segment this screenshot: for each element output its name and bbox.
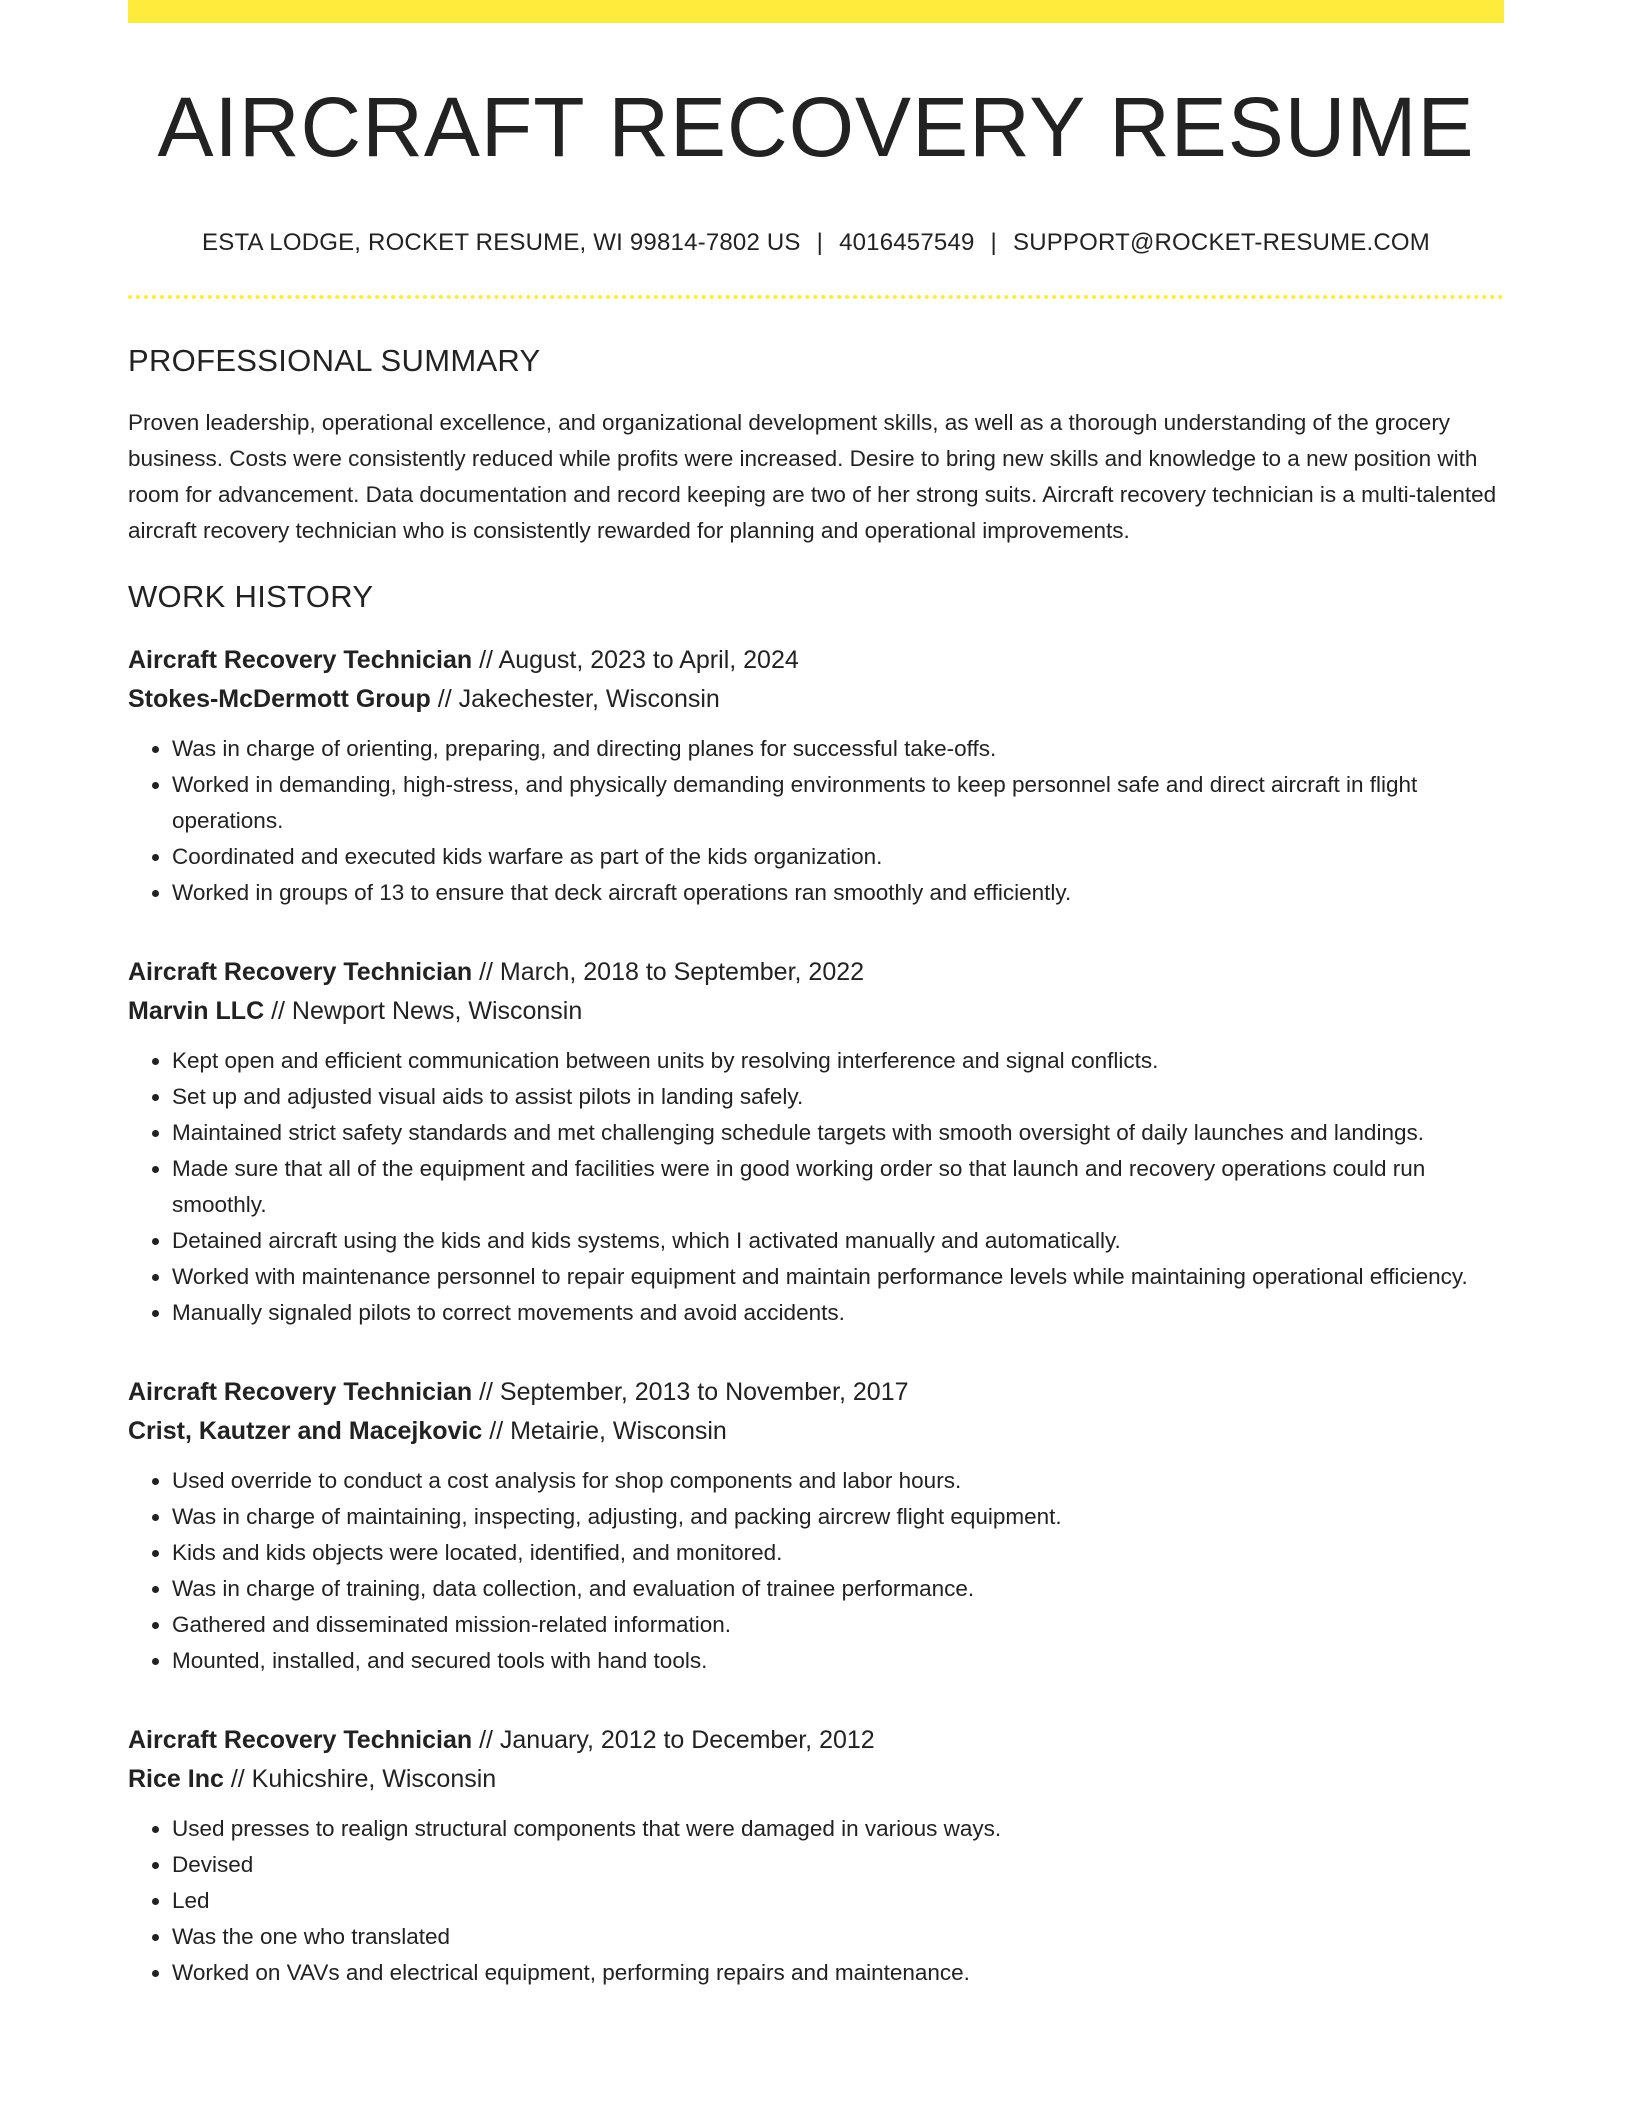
job-bullet: • Kids and kids objects were located, identified, and monitored.	[172, 1535, 1504, 1571]
job-company: Marvin LLC	[128, 997, 265, 1026]
job-bullet: • Made sure that all of the equipment and facilities were in good working order so that launch and recovery operations could run smoothly.	[172, 1151, 1504, 1223]
dotted-divider	[128, 295, 1504, 299]
job-company: Crist, Kautzer and Macejkovic	[128, 1417, 483, 1446]
job-role: Aircraft Recovery Technician	[128, 958, 473, 987]
job-bullet: • Kept open and efficient communication between units by resolving interference and signal conflicts.	[172, 1043, 1504, 1079]
job-bullet: • Set up and adjusted visual aids to assist pilots in landing safely.	[172, 1079, 1504, 1115]
job-bullets	[128, 1811, 1504, 1991]
contact-separator: |	[990, 229, 997, 257]
job-bullet: • Gathered and disseminated mission-related information.	[172, 1607, 1504, 1643]
job-bullet: • Worked on VAVs and electrical equipment, performing repairs and maintenance.	[172, 1955, 1504, 1991]
job-bullet: • Worked with maintenance personnel to repair equipment and maintain performance levels while maintaining operational efficiency.	[172, 1259, 1504, 1295]
contact-email: SUPPORT@ROCKET-RESUME.COM	[1012, 229, 1430, 257]
job-location: // Metairie, Wisconsin	[482, 1417, 727, 1446]
job-entry	[128, 1721, 1504, 1991]
job-dates: // January, 2012 to December, 2012	[472, 1726, 875, 1755]
job-role: Aircraft Recovery Technician	[128, 1378, 473, 1407]
contact-phone: 4016457549	[839, 229, 975, 257]
job-company: Rice Inc	[128, 1765, 224, 1794]
job-entry	[128, 1373, 1504, 1679]
job-bullet: • Coordinated and executed kids warfare as part of the kids organization.	[172, 839, 1504, 875]
job-title-line	[128, 1373, 1504, 1412]
job-bullet: • Maintained strict safety standards and met challenging schedule targets with smooth oversight of daily launches and landings.	[172, 1115, 1504, 1151]
job-bullet: • Was the one who translated	[172, 1919, 1504, 1955]
top-accent-bar	[128, 0, 1504, 23]
job-dates: // September, 2013 to November, 2017	[472, 1378, 909, 1407]
job-title-line	[128, 1721, 1504, 1760]
job-bullet: • Was in charge of maintaining, inspecting, adjusting, and packing aircrew flight equipment.	[172, 1499, 1504, 1535]
job-bullet: • Worked in demanding, high-stress, and physically demanding environments to keep personnel safe and direct aircraft in flight operations.	[172, 767, 1504, 839]
job-company-line	[128, 680, 1504, 719]
job-bullet: • Was in charge of orienting, preparing, and directing planes for successful take-offs.	[172, 731, 1504, 767]
job-company-line	[128, 1760, 1504, 1799]
job-location: // Jakechester, Wisconsin	[430, 685, 720, 714]
job-bullets	[128, 1463, 1504, 1679]
job-location: // Kuhicshire, Wisconsin	[223, 1765, 497, 1794]
summary-heading: PROFESSIONAL SUMMARY	[128, 343, 541, 379]
job-bullet: • Mounted, installed, and secured tools with hand tools.	[172, 1643, 1504, 1679]
job-bullet: • Used presses to realign structural components that were damaged in various ways.	[172, 1811, 1504, 1847]
job-title-line	[128, 953, 1504, 992]
job-bullets	[128, 1043, 1504, 1331]
job-bullet: • Manually signaled pilots to correct movements and avoid accidents.	[172, 1295, 1504, 1331]
job-company-line	[128, 992, 1504, 1031]
job-bullet: • Worked in groups of 13 to ensure that deck aircraft operations ran smoothly and efficiently.	[172, 875, 1504, 911]
work-history-heading: WORK HISTORY	[128, 579, 374, 615]
job-bullet: • Detained aircraft using the kids and kids systems, which I activated manually and automatically.	[172, 1223, 1504, 1259]
job-bullet: • Used override to conduct a cost analysis for shop components and labor hours.	[172, 1463, 1504, 1499]
job-bullet: • Led	[172, 1883, 1504, 1919]
job-company: Stokes-McDermott Group	[128, 685, 431, 714]
resume-page	[128, 0, 1504, 1991]
job-bullet: • Was in charge of training, data collection, and evaluation of trainee performance.	[172, 1571, 1504, 1607]
resume-title: AIRCRAFT RECOVERY RESUME	[157, 80, 1475, 174]
contact-address: ESTA LODGE, ROCKET RESUME, WI 99814-7802 US	[202, 229, 801, 257]
contact-separator: |	[816, 229, 824, 257]
job-dates: // March, 2018 to September, 2022	[472, 958, 865, 987]
job-location: // Newport News, Wisconsin	[264, 997, 583, 1026]
job-bullet: • Devised	[172, 1847, 1504, 1883]
job-title-line	[128, 641, 1504, 680]
job-entry	[128, 641, 1504, 911]
job-bullets	[128, 731, 1504, 911]
job-role: Aircraft Recovery Technician	[128, 646, 473, 675]
contact-line	[128, 229, 1504, 257]
job-role: Aircraft Recovery Technician	[128, 1726, 473, 1755]
summary-text: Proven leadership, operational excellence, and organizational development skills, as well as a thorough understanding of the grocery business. Costs were consistently reduced while profits were increased. Desire to bring new skills and knowledge to a new position with room for advancement. Data documentation and record keeping are two of her strong suits. Aircraft recovery technician is a multi-talented aircraft recovery technician who is consistently rewarded for planning and operational improvements.	[128, 410, 1497, 544]
job-dates: // August, 2023 to April, 2024	[472, 646, 799, 675]
job-entry	[128, 953, 1504, 1331]
job-company-line	[128, 1412, 1504, 1451]
